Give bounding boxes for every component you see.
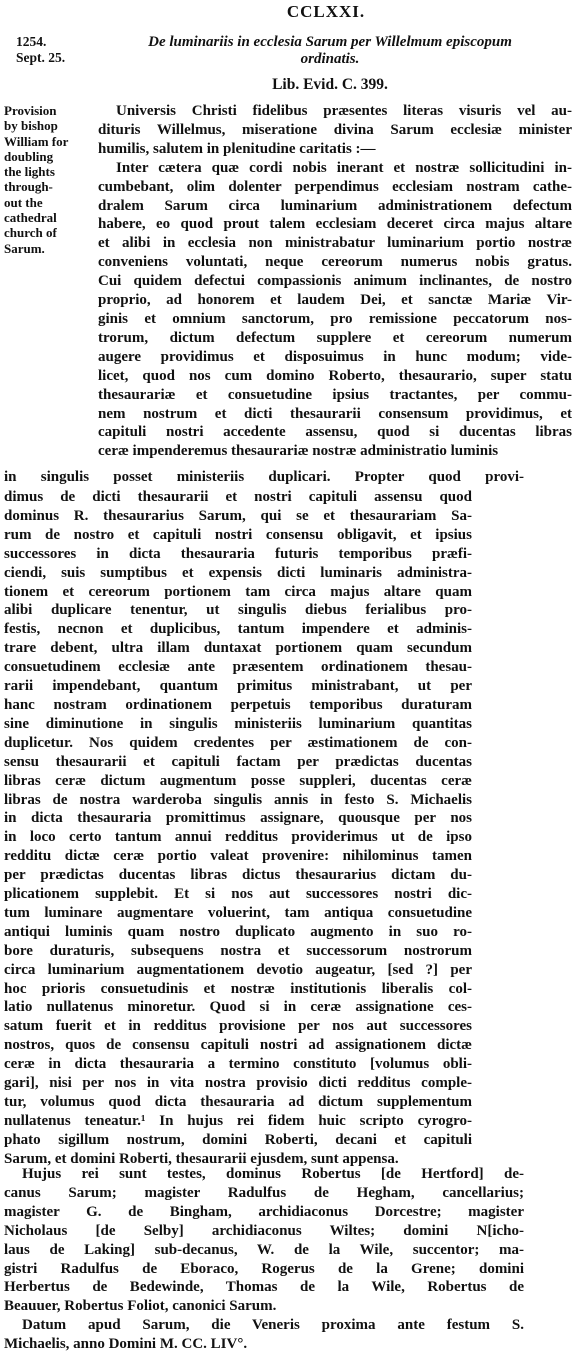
text-line: phato sigillum nostrum, domini Roberti, decani et capituli xyxy=(4,1131,472,1148)
text-block-body xyxy=(4,488,472,1169)
text-block-full-width xyxy=(4,468,524,487)
text-line: dominus R. thesaurarius Sarum, qui se et thesaurariam Sa- xyxy=(4,507,472,524)
text-line: alibi duplicare tenentur, ut singulis diebus ferialibus pro- xyxy=(4,602,472,619)
text-line: latio nullatenus minoretur. Quod si in ceræ assignatione ces- xyxy=(4,999,472,1016)
text-line: nem nostrum et dicti thesaurarii consensum providimus, et xyxy=(98,405,572,422)
text-line: capituli nostri accedente assensu, quod si ducentas libras xyxy=(98,424,572,441)
text-line: sensu thesaurarii et capituli factam per prædictas ducentas xyxy=(4,753,472,770)
text-line: in dicta thesauraria promittimus assignare, quousque per nos xyxy=(4,810,472,827)
text-line: libras ceræ dictum augmentum posse suppleri, ducentas ceræ xyxy=(4,772,472,789)
margin-note-line: by bishop xyxy=(4,118,58,134)
text-line: et alibi in ecclesia non ministrabatur luminarium portio nostræ xyxy=(98,235,572,252)
text-line: duplicetur. Nos quidem credentes per æstimationem de con- xyxy=(4,734,472,751)
text-line: ciendi, suis sumptibus et expensis dicti luminaris administra- xyxy=(4,564,472,581)
text-line: trorum, dictum defectum supplere et cereorum numerum xyxy=(98,329,572,346)
text-line: ginis et omnium sanctorum, pro remissione peccatorum nos- xyxy=(98,310,572,327)
text-line: antiqui luminis quam nostro duplicato augmento in suo ro- xyxy=(4,923,472,940)
text-line: tionem et cereorum portionem tam circa majus altare quam xyxy=(4,583,472,600)
text-line: proprio, ad honorem et laudem Dei, et sanctæ Mariæ Vir- xyxy=(98,292,572,309)
margin-note xyxy=(4,103,92,256)
margin-note-line: out the xyxy=(4,194,43,210)
charter-number xyxy=(0,2,576,22)
text-line: magister G. de Bingham, archidiaconus Dorcestre; magister xyxy=(4,1203,524,1220)
text-line: laus de Laking] sub-decanus, W. de la Wile, succentor; ma- xyxy=(4,1241,524,1258)
source-reference: Lib. Evid. C. 399. xyxy=(272,76,388,93)
text-line: augere providimus et disposuimus in hunc modum; vide- xyxy=(98,348,572,365)
text-line: habere, eo quod prout talem ecclesiam deceret circa majus altare xyxy=(98,216,572,233)
text-line: Inter cætera quæ cordi nobis inerant et nostræ sollicitudini in- xyxy=(116,159,572,176)
text-line: bore duraturis, subsequens nostra et successorum nostrorum xyxy=(4,942,472,959)
date-year: 1254. xyxy=(16,34,47,49)
text-line: Herbertus de Bedewinde, Thomas de la Wile, Robertus de xyxy=(4,1279,524,1296)
text-line: conveniens voluntati, neque cereorum numerus nobis gratus. xyxy=(98,254,572,271)
text-line: dimus de dicti thesaurarii et nostri capituli assensu quod xyxy=(4,489,472,505)
text-line: Michaelis, anno Domini M. CC. LIV°. xyxy=(4,1336,248,1353)
text-line: thesaurariæ et consuetudine ipsius tractantes, per commu- xyxy=(98,386,572,403)
text-line: nullatenus teneatur.¹ In hujus rei fidem huic scripto cyrogro- xyxy=(4,1112,472,1129)
text-line: canus Sarum; magister Radulfus de Hegham, cancellarius; xyxy=(4,1184,524,1201)
text-line: per prædictas ducentas libras dictus thesaurarius dictam du- xyxy=(4,867,472,884)
text-line: consuetudinem ecclesiæ ante præsentem ordinationem thesau- xyxy=(4,659,472,676)
margin-note-line: the lights xyxy=(4,164,55,180)
text-line: Nicholaus [de Selby] archidiaconus Wiltes; domini N[icho- xyxy=(4,1222,524,1239)
text-block-witnesses xyxy=(4,1165,524,1354)
text-line: Beauuer, Robertus Foliot, canonici Sarum. xyxy=(4,1298,277,1315)
text-line: hanc nostram ordinationem perpetuis temporibus duraturam xyxy=(4,696,472,713)
text-line: nostros, quos de consensu capituli nostri ad assignationem dictæ xyxy=(4,1037,472,1054)
text-line: circa luminarium augmentationem devotio augeatur, [sed ?] per xyxy=(4,961,472,978)
text-line: trare debent, ultra illam duntaxat portionem quam secundum xyxy=(4,640,472,657)
text-line: Sarum, et domini Roberti, thesaurarii ejusdem, sunt appensa. xyxy=(4,1150,399,1167)
margin-note-line: Sarum. xyxy=(4,240,45,256)
document-title xyxy=(95,34,565,68)
text-line: cumbebant, olim dolenter perpendimus ecclesiam nostram cathe- xyxy=(98,178,572,195)
margin-note-line: through- xyxy=(4,179,53,195)
margin-note-line: William for xyxy=(4,133,69,149)
text-line: tum luminare augmentare voluerint, tam antiqua consuetudine xyxy=(4,904,472,921)
text-line: plicationem supplebit. Et si nos aut successores nostri dic- xyxy=(4,886,472,903)
text-line: tur, volumus quod dicta thesauraria ad dictum supplementum xyxy=(4,1094,472,1110)
text-line: ceræ impenderemus thesaurariæ nostræ administratio luminis xyxy=(98,443,499,460)
margin-note-line: doubling xyxy=(4,148,54,164)
title-line: ordinatis. xyxy=(300,51,360,67)
text-line: libras de nostra warderoba singulis annis in festo S. Michaelis xyxy=(4,791,472,808)
text-line: humilis, salutem in plenitudine caritatis :— xyxy=(98,140,376,157)
text-line: in loco certo tantum annui redditus providerimus ut de ipso xyxy=(4,829,472,846)
margin-note-line: church of xyxy=(4,225,57,241)
text-block-opening xyxy=(98,102,572,461)
text-line: Datum apud Sarum, die Veneris proxima ante festum S. xyxy=(22,1317,524,1334)
margin-note-line: Provision xyxy=(4,103,57,118)
text-line: in singulis posset ministeriis duplicari. Propter quod provi- xyxy=(4,469,524,485)
text-line: redditu dictæ ceræ portio valeat provenire: nihilominus tamen xyxy=(4,848,472,865)
text-line: rarii impendebant, quantum primitus ministrabant, ut per xyxy=(4,678,472,695)
text-line: hoc prioris consuetudinis et nostræ institutionis liberalis col- xyxy=(4,980,472,997)
text-line: dituris Willelmus, miseratione divina Sarum ecclesiæ minister xyxy=(98,121,572,138)
text-line: Universis Christi fidelibus præsentes literas visuris vel au- xyxy=(116,103,572,119)
text-line: gari], nisi per nos in vita nostra provisio dicti redditus comple- xyxy=(4,1075,472,1092)
charter-number-text: CCLXXI. xyxy=(286,2,366,21)
text-line: Hujus rei sunt testes, dominus Robertus [de Hertford] de- xyxy=(22,1166,524,1182)
text-line: dralem Sarum circa luminarium administrationem defectum xyxy=(98,197,572,214)
text-line: ceræ in dicta thesauraria a termino constituto [volumus obli- xyxy=(4,1056,472,1073)
title-line: De luminariis in ecclesia Sarum per Willelmum episcopum xyxy=(148,34,512,50)
text-line: licet, quod nos cum domino Roberto, thesaurario, super statu xyxy=(98,367,572,384)
text-line: satum fuerit et in redditus provisione per nos aut successores xyxy=(4,1018,472,1035)
text-line: sine diminutione in singulis ministeriis luminarium quantitas xyxy=(4,715,472,732)
date-day: Sept. 25. xyxy=(16,50,66,65)
text-line: successores in dicta thesauraria futuris temporibus præfi- xyxy=(4,545,472,562)
text-line: Cui quidem defectui compassionis animum inclinantes, de nostro xyxy=(98,273,572,290)
margin-note-line: cathedral xyxy=(4,210,57,226)
text-line: festis, necnon et duplicibus, tantum impendere et adminis- xyxy=(4,621,472,638)
text-line: rum de nostro et capituli nostri consensu obligavit, et ipsius xyxy=(4,526,472,543)
date xyxy=(16,34,65,66)
text-line: gistri Radulfus de Eboraco, Rogerus de la Grene; domini xyxy=(4,1260,524,1277)
